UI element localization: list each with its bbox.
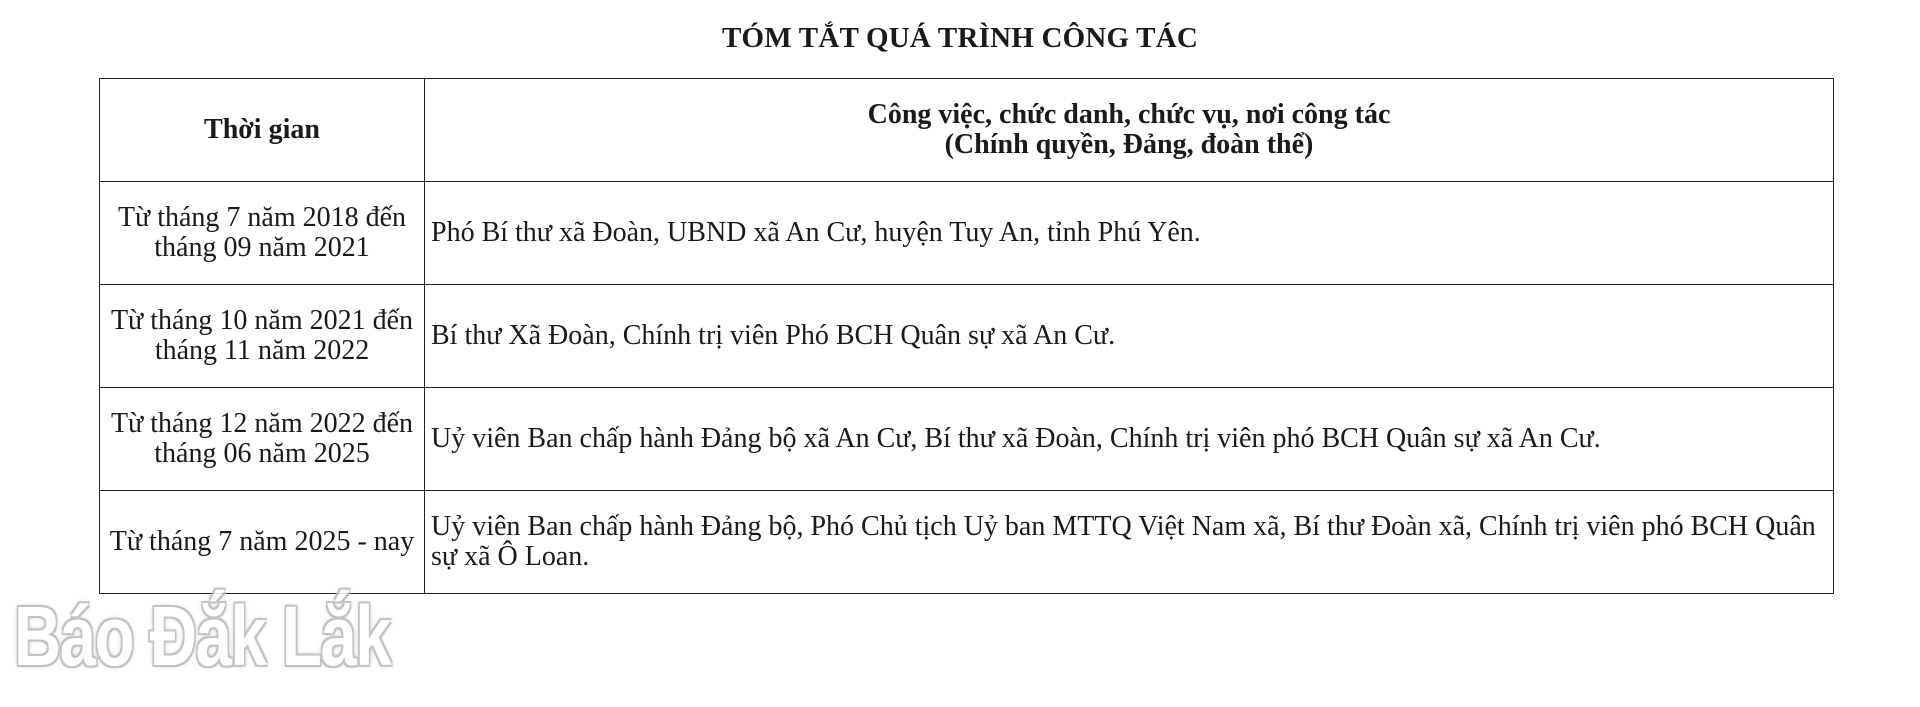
row-work-cell: Bí thư Xã Đoàn, Chính trị viên Phó BCH Quân sự xã An Cư. — [425, 285, 1834, 388]
row-work-cell: Uỷ viên Ban chấp hành Đảng bộ xã An Cư, Bí thư xã Đoàn, Chính trị viên phó BCH Quân sự xã An Cư. — [425, 388, 1834, 491]
row-time-cell: Từ tháng 7 năm 2018 đến tháng 09 năm 2021 — [100, 182, 425, 285]
row-time-cell: Từ tháng 7 năm 2025 - nay — [100, 491, 425, 594]
header-work-line1: Công việc, chức danh, chức vụ, nơi công tác — [867, 99, 1391, 130]
table-row — [100, 285, 1834, 388]
row-time-cell: Từ tháng 12 năm 2022 đến tháng 06 năm 2025 — [100, 388, 425, 491]
table-row — [100, 491, 1834, 594]
watermark-logo: Báo Đắk Lắk — [14, 589, 391, 683]
row-time-cell: Từ tháng 10 năm 2021 đến tháng 11 năm 2022 — [100, 285, 425, 388]
row-work-cell: Uỷ viên Ban chấp hành Đảng bộ, Phó Chủ tịch Uỷ ban MTTQ Việt Nam xã, Bí thư Đoàn xã, Chính trị viên phó BCH Quân sự xã Ô Loan. — [425, 491, 1834, 594]
work-history-table — [99, 78, 1834, 594]
row-work-cell: Phó Bí thư xã Đoàn, UBND xã An Cư, huyện Tuy An, tỉnh Phú Yên. — [425, 182, 1834, 285]
header-work — [425, 79, 1834, 182]
header-time: Thời gian — [100, 79, 425, 182]
table-row — [100, 182, 1834, 285]
document-title: TÓM TẮT QUÁ TRÌNH CÔNG TÁC — [722, 22, 1198, 54]
table-header-row — [100, 79, 1834, 182]
table-row — [100, 388, 1834, 491]
header-work-line2: (Chính quyền, Đảng, đoàn thể) — [944, 129, 1314, 160]
